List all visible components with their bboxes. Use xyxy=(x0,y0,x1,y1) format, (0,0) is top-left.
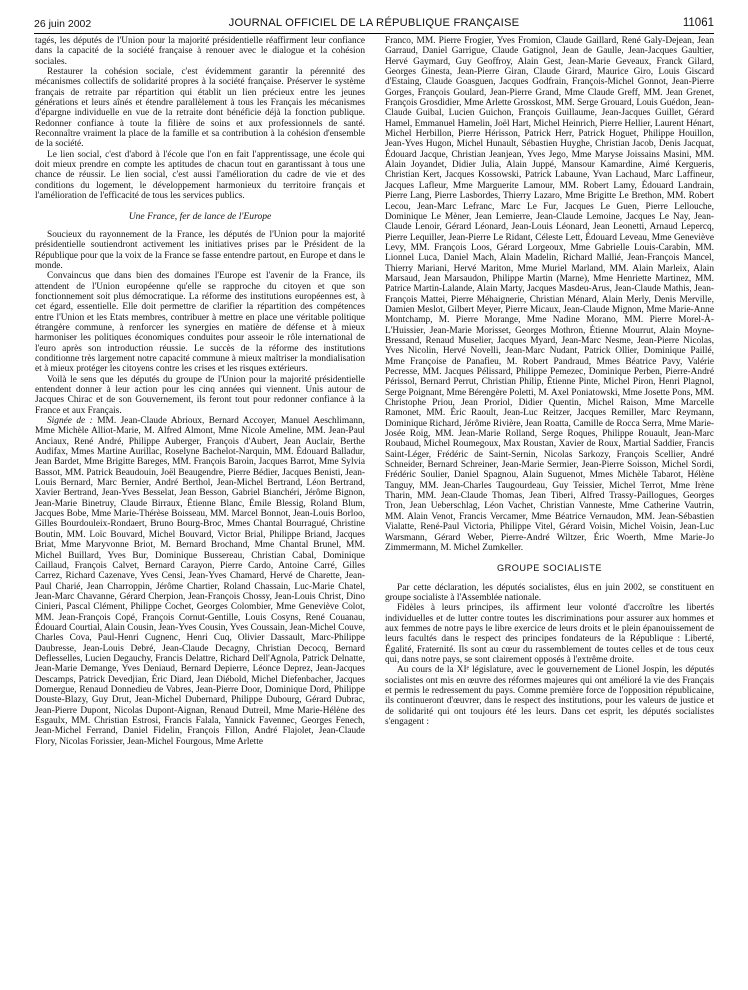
header-title: JOURNAL OFFICIEL DE LA RÉPUBLIQUE FRANÇAISE xyxy=(228,17,520,29)
header-page-number: 11061 xyxy=(682,17,714,29)
paragraph: tagés, les députés de l'Union pour la majorité présidentielle réaffirment leur confiance dans la capacité de la société française à renouer avec le dialogue et la cohésion sociales. xyxy=(35,36,365,67)
right-column xyxy=(385,36,714,727)
page-header xyxy=(34,16,714,34)
paragraph: Soucieux du rayonnement de la France, les députés de l'Union pour la majorité présidentielle soutiendront activement les initiatives prises par le Président de la République pour que la voix de la France se fasse entendre partout, en Europe et dans le monde. xyxy=(35,229,365,271)
signed-label: Signée de : xyxy=(47,416,93,427)
paragraph: Fidèles à leurs principes, ils affirment leur volonté d'accroître les libertés individuelles et de lutter contre toutes les discriminations pour assurer aux hommes et aux femmes de notre pays le libre exercice de leurs droits et le plein épanouissement de leurs facultés dans le respect des principes fondateurs de la République : Liberté, Égalité, Fraternité. Ils sont au cœur du rassemblement de toutes celles et de tous ceux qui, dans notre pays, se sont clairement opposés à l'extrême droite. xyxy=(385,603,714,665)
signatories xyxy=(35,416,365,747)
signatory-names-continued: Franco, MM. Pierre Frogier, Yves Fromion, Claude Gaillard, René Galy-Dejean, Jean Garraud, Daniel Garrigue, Claude Gatignol, Jean de Gaulle, Jean-Jacques Gaultier, Hervé Gaymard, Guy Geoffroy, Alain Gest, Jean-Marie Geveaux, Franck Gilard, Georges Ginesta, Jean-Pierre Giran, Claude Girard, Maurice Giro, Louis Giscard d'Estaing, Claude Goasguen, Jacques Godfrain, François-Michel Gonnot, Jean-Pierre Gorges, François Goulard, Jean-Pierre Grand, Mme Claude Greff, MM. Jean Grenet, François Grosdidier, Mme Arlette Grosskost, MM. Serge Grouard, Louis Guédon, Jean-Claude Guibal, Lucien Guichon, François Guillaume, Jean-Jacques Guillet, Gérard Hamel, Emmanuel Hamelin, Joël Hart, Michel Heinrich, Pierre Hellier, Laurent Hénart, Michel Herbillon, Pierre Hérisson, Patrick Herr, Patrick Hoguet, Philippe Houillon, Jean-Yves Hugon, Michel Hunault, Sébastien Huyghe, Christian Jacob, Denis Jacquat, Édouard Jacque, Christian Jeanjean, Yves Jego, Mme Maryse Joissains Masini, MM. Alain Joyandet, Didier Julia, Alain Juppé, Mansour Kamardine, Aimé Kergueris, Christian Kert, Jacques Kossowski, Patrick Labaune, Yvan Lachaud, Marc Laffineur, Jacques Lafleur, Mme Marguerite Lamour, MM. Robert Lamy, Édouard Landrain, Pierre Lang, Pierre Lasbordes, Thierry Lazaro, Mme Brigitte Le Brethon, MM. Robert Lecou, Jean-Marc Lefranc, Marc Le Fur, Jacques Le Guen, Pierre Lellouche, Dominique Le Mèner, Jean Lemierre, Jean-Claude Lemoine, Jacques Le Nay, Jean-Claude Lenoir, Gérard Léonard, Jean-Louis Léonard, Jean Leonetti, Arnaud Lepercq, Pierre Lequiller, Jean-Pierre Le Ridant, Céleste Lett, Édouard Leveau, Mme Geneviève Levy, MM. François Loos, Gérard Lorgeoux, Mme Gabrielle Louis-Carabin, MM. Lionnel Luca, Daniel Mach, Alain Madelin, Richard Mallié, Jean-François Mancel, Thierry Mariani, Hervé Mariton, Mme Muriel Marland, MM. Alain Marleix, Alain Marsaud, Jean Marsaudon, Philippe Martin (Marne), Mme Henriette Martinez, MM. Patrice Martin-Lalande, Alain Marty, Jacques Masdeu-Arus, Jean-Claude Mathis, Jean-François Mattei, Pierre Méhaignerie, Christian Ménard, Alain Merly, Denis Merville, Damien Meslot, Gilbert Meyer, Pierre Micaux, Jean-Claude Mignon, Mme Marie-Anne Montchamp, M. Pierre Morange, Mme Nadine Morano, MM. Pierre Morel-À-L'Huissier, Jean-Marie Morisset, Georges Mothron, Étienne Mourrut, Alain Moyne-Bressand, Renaud Muselier, Jacques Myard, Jean-Marc Nesme, Jean-Pierre Nicolas, Yves Nicolin, Hervé Novelli, Jean-Marc Nudant, Patrick Ollier, Dominique Paillé, Mme Françoise de Panafieu, M. Robert Pandraud, Mmes Béatrice Pavy, Valérie Pecresse, MM. Jacques Pélissard, Philippe Pemezec, Dominique Perben, Pierre-André Périssol, Bernard Perrut, Christian Philip, Étienne Pinte, Michel Piron, Henri Plagnol, Serge Poignant, Mme Bérengère Poletti, M. Axel Poniatowski, Mme Josette Pons, MM. Christophe Priou, Jean Proriol, Didier Quentin, Michel Raison, Mme Marcelle Ramonet, MM. Éric Raoult, Jean-Luc Reitzer, Jacques Remiller, Marc Reymann, Dominique Richard, Jérôme Rivière, Jean Roatta, Camille de Rocca Serra, Mme Marie-Josée Roig, MM. Jean-Marie Rolland, Serge Roques, Philippe Rouault, Jean-Marc Roubaud, Michel Roumegoux, Max Roustan, Xavier de Roux, Martial Saddier, Francis Saint-Léger, Frédéric de Saint-Sernin, Nicolas Sarkozy, François Scellier, André Schneider, Bernard Schreiner, Jean-Marie Sermier, Jean-Pierre Soisson, Michel Sordi, Frédéric Soulier, Daniel Spagnou, Alain Suguenot, Mmes Michèle Tabarot, Hélène Tanguy, MM. Jean-Charles Taugourdeau, Guy Teissier, Michel Terrot, Mme Irène Tharin, MM. Jean-Claude Thomas, Jean Tiberi, Alfred Trassy-Paillogues, Georges Tron, Jean Ueberschlag, Léon Vachet, Christian Vanneste, Mme Catherine Vautrin, MM. Alain Venot, Francis Vercamer, Mme Béatrice Vernaudon, MM. Jean-Sébastien Vialatte, René-Paul Victoria, Philippe Vitel, Gérard Voisin, Michel Voisin, Jean-Luc Warsmann, Gérard Weber, Pierre-André Wiltzer, Éric Woerth, Mme Marie-Jo Zimmermann, M. Michel Zumkeller. xyxy=(385,36,714,553)
paragraph: Au cours de la XIᵉ législature, avec le gouvernement de Lionel Jospin, les députés socialistes ont mis en œuvre des réformes majeures qui ont amélioré la vie des Français et permis le redressement du pays. Comme première force de l'opposition républicaine, ils continueront d'œuvrer, dans le respect des institutions, pour les valeurs de justice et de solidarité qui ont toujours été les leurs. Dans cet esprit, les députés socialistes s'engagent : xyxy=(385,665,714,727)
left-column xyxy=(35,36,365,747)
paragraph: Par cette déclaration, les députés socialistes, élus en juin 2002, se constituent en groupe socialiste à l'Assemblée nationale. xyxy=(385,582,714,603)
section-heading-europe: Une France, fer de lance de l'Europe xyxy=(128,210,272,222)
signatory-names: MM. Jean-Claude Abrioux, Bernard Accoyer, Manuel Aeschlimann, Mme Michèle Alliot-Marie, M. Alfred Almont, Mme Nicole Ameline, MM. Jean-Paul Anciaux, René André, Philippe Auberger, François d'Aubert, Jean Auclair, Berthe Audifax, Mmes Martine Aurillac, Roselyne Bachelot-Narquin, MM. Édouard Balladur, Jean Bardet, Mme Brigitte Bareges, MM. François Baroin, Jacques Barrot, Mme Sylvia Bassot, MM. Patrick Beaudouin, Joël Beaugendre, Pierre Bédier, Jacques Benisti, Jean-Louis Bernard, Marc Bernier, André Berthol, Jean-Michel Bertrand, Léon Bertrand, Xavier Bertrand, Jean-Yves Besselat, Jean Besson, Gabriel Bianchéri, Jérôme Bignon, Jean-Marie Binetruy, Claude Birraux, Étienne Blanc, Émile Blessig, Roland Blum, Jacques Bobe, Mme Marie-Thérèse Boisseau, MM. Marcel Bonnot, Jean-Louis Borloo, Gilles Bourdouleix-Rondaert, Bruno Bourg-Broc, Mmes Chantal Bourragué, Christine Boutin, MM. Loïc Bouvard, Michel Bouvard, Victor Brial, Philippe Briand, Jacques Briat, Mme Maryvonne Briot, M. Bernard Brochand, Mme Chantal Brunel, MM. Michel Buillard, Yves Bur, Dominique Bussereau, Christian Cabal, Dominique Caillaud, François Calvet, Bernard Carayon, Pierre Cardo, Antoine Carré, Gilles Carrez, Richard Cazenave, Yves Censi, Jean-Yves Chamard, Hervé de Charette, Jean-Paul Charié, Jean Charroppin, Jérôme Chartier, Roland Chassain, Luc-Marie Chatel, Jean-Marc Chavanne, Gérard Cherpion, Jean-François Chossy, Jean-Louis Christ, Dino Cinieri, Pascal Clément, Philippe Cochet, Georges Colombier, Mme Geneviève Colot, MM. Jean-François Copé, François Cornut-Gentille, Louis Cosyns, René Couanau, Édouard Courtial, Alain Cousin, Jean-Yves Cousin, Yves Coussain, Jean-Michel Couve, Charles Cova, Paul-Henri Cugnenc, Henri Cuq, Olivier Dassault, Marc-Philippe Daubresse, Jean-Louis Debré, Jean-Claude Decagny, Christian Decocq, Bernard Deflesselles, Lucien Degauchy, Francis Delattre, Richard Dell'Agnola, Patrick Delnatte, Jean-Marie Demange, Yves Deniaud, Bernard Depierre, Léonce Deprez, Jean-Jacques Descamps, Patrick Devedjian, Éric Diard, Jean Diébold, Michel Diefenbacher, Jacques Domergue, Renaud Donnedieu de Vabres, Jean-Pierre Door, Dominique Dord, Philippe Douste-Blazy, Guy Drut, Jean-Michel Dubernard, Philippe Dubourg, Gérard Dubrac, Jean-Pierre Dupont, Nicolas Dupont-Aignan, Renaud Dutreil, Mme Marie-Hélène des Esgaulx, MM. Christian Estrosi, Francis Falala, Yannick Favennec, Georges Fenech, Jean-Michel Ferrand, Daniel Fidelin, François Fillon, André Flajolet, Jean-Claude Flory, Nicolas Forissier, Jean-Michel Fourgous, Mme Arlette xyxy=(35,416,365,747)
paragraph: Le lien social, c'est d'abord à l'école que l'on en fait l'apprentissage, une école qui doit mieux prendre en compte les aptitudes de chacun tout en garantissant à tous une chance de réussir. Le lien social, c'est aussi l'amélioration du cadre de vie et des conditions du logement, le développement harmonieux du territoire français et l'amélioration de l'efficacité de tous les services publics. xyxy=(35,149,365,202)
header-date: 26 juin 2002 xyxy=(34,18,92,30)
header-rule xyxy=(34,33,714,34)
paragraph: Restaurer la cohésion sociale, c'est évidemment garantir la pérennité des mécanismes collectifs de solidarité propres à la société française. Préserver le système français de retraite par répartition qui établit un lien précieux entre les jeunes générations et leurs aînés et étendre parallèlement à tous les Français les mécanismes d'épargne individuelle en vue de la retraite dont bénéficie déjà la fonction publique. Redonner confiance à toute la filière de soins et aux professionnels de santé. Reconnaître vraiment la place de la famille et sa contribution à la cohésion d'ensemble de la société. xyxy=(35,67,365,150)
paragraph: Voilà le sens que les députés du groupe de l'Union pour la majorité présidentielle entendent donner à leur action pour les cinq années qui viennent. Unis autour de Jacques Chirac et de son Gouvernement, ils feront tout pour redonner confiance à la France et aux Français. xyxy=(35,374,365,416)
paragraph: Convaincus que dans bien des domaines l'Europe est l'avenir de la France, ils attendent de l'Union européenne qu'elle se rapproche du citoyen et que son fonctionnement soit plus démocratique. La réforme des institutions européennes est, à cet égard, essentielle. Elle doit permettre de clarifier la répartition des compétences entre l'Union et les Etats membres, contribuer à mettre en place une véritable politique étrangère commune, à renforcer les synergies en matière de défense et à mieux harmoniser les politiques économiques conduites pour asseoir le rôle international de l'euro après son introduction réussie. Le succès de la réforme des institutions conditionne très largement notre capacité commune à mieux maîtriser la mondialisation et à mieux protéger les citoyens contre les crises et les risques extérieurs. xyxy=(35,271,365,375)
section-heading-groupe-socialiste: GROUPE SOCIALISTE xyxy=(497,563,602,574)
